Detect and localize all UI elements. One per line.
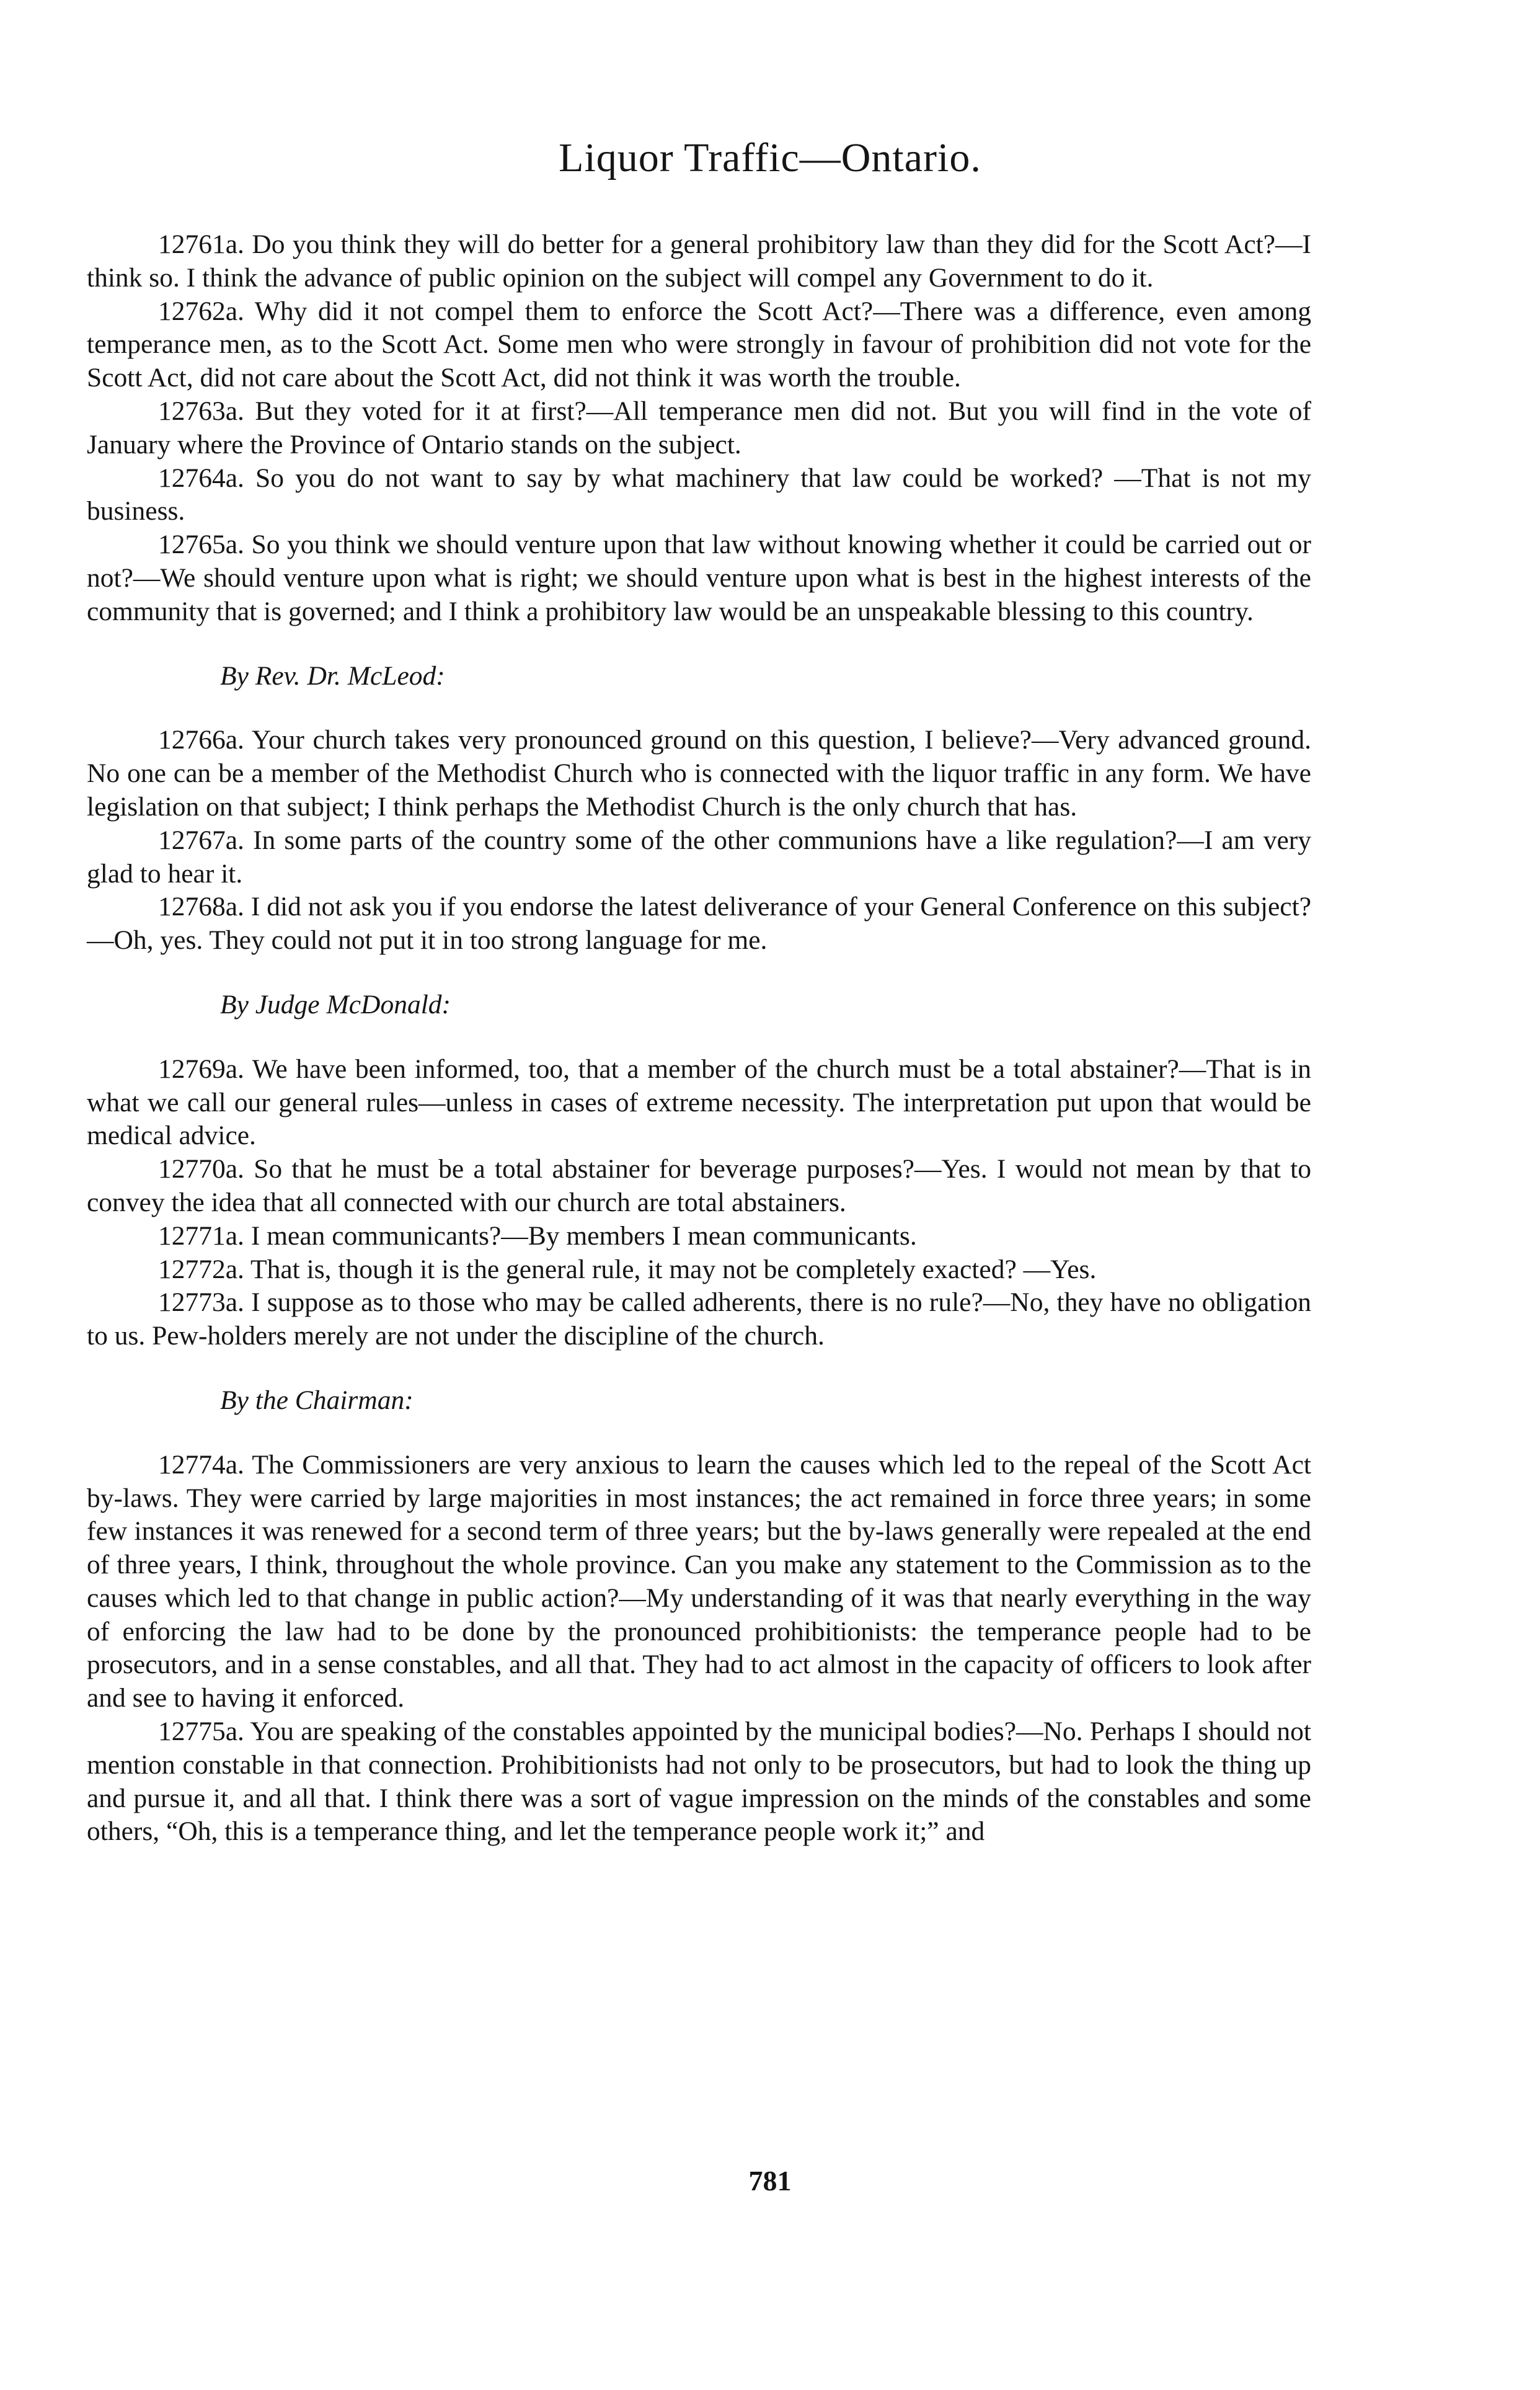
paragraph-12762a — [87, 295, 1311, 395]
paragraph-text: I suppose as to those who may be called adherents, there is no rule?—No, they have no obligation to us. Pew-holders merely are not under the discipline of the church. — [87, 1287, 1312, 1351]
paragraph-12775a — [87, 1715, 1311, 1849]
question-number: 12763a. — [158, 396, 244, 426]
body-text — [87, 228, 1311, 1849]
paragraph-12771a — [87, 1220, 1311, 1253]
page-number: 781 — [748, 2165, 792, 2197]
paragraph-12767a — [87, 824, 1311, 891]
paragraph-12772a — [87, 1253, 1311, 1287]
paragraph-12765a — [87, 528, 1311, 628]
paragraph-text: We have been informed, too, that a member of the church must be a total abstainer?—That is in what we call our general rules—unless in cases of extreme necessity. The interpretation put upon that would be medical advice. — [87, 1054, 1312, 1151]
paragraph-12768a — [87, 891, 1311, 957]
question-number: 12775a. — [158, 1717, 244, 1747]
question-number: 12761a. — [158, 229, 244, 259]
question-number: 12771a. — [158, 1220, 244, 1251]
paragraph-12769a — [87, 1053, 1311, 1153]
speaker-heading-mcdonald: By Judge McDonald: — [220, 989, 451, 1020]
question-number: 12773a. — [158, 1287, 244, 1318]
question-number: 12765a. — [158, 530, 244, 560]
speaker-heading-mcleod: By Rev. Dr. McLeod: — [220, 660, 445, 691]
paragraph-12761a — [87, 228, 1311, 295]
paragraph-12766a — [87, 724, 1311, 824]
paragraph-12774a — [87, 1449, 1311, 1715]
question-number: 12766a. — [158, 725, 244, 755]
speaker-heading-chairman: By the Chairman: — [220, 1385, 414, 1415]
question-number: 12762a. — [158, 296, 244, 326]
paragraph-text: But they voted for it at first?—All temperance men did not. But you will find in the vote of January where the Province of Ontario stands on the subject. — [87, 396, 1311, 460]
paragraph-text: The Commissioners are very anxious to learn the causes which led to the repeal of the Scott Act by-laws. They were carried by large majorities in most instances; the act remained in force three years; in some few instances it was renewed for a second term of three years; but the by-laws generally were repealed at the end of three years, I think, throughout the whole province. Can you make any statement to the Commission as to the causes which led to that change in public action?—My understanding of it was that nearly everything in the way of enforcing the law had to be done by the pronounced prohibitionists: the temperance people had to be prosecutors, and in a sense constables, and all that. They had to act almost in the capacity of officers to look after and see to having it enforced. — [87, 1449, 1311, 1713]
paragraph-12764a — [87, 462, 1311, 529]
page-title: Liquor Traffic—Ontario. — [559, 135, 981, 180]
question-number: 12767a. — [158, 825, 244, 855]
paragraph-text: I did not ask you if you endorse the latest deliverance of your General Conference on this subject?—Oh, yes. They could not put it in too strong language for me. — [87, 892, 1311, 956]
paragraph-12773a — [87, 1286, 1311, 1353]
paragraph-12763a — [87, 395, 1311, 462]
paragraph-text: Your church takes very pronounced ground on this question, I believe?—Very advanced ground. No one can be a member of the Methodist Church who is connected with the liquor traffic in any form. We have legislation on that subject; I think perhaps the Methodist Church is the only church that has. — [87, 725, 1312, 822]
question-number: 12769a. — [158, 1054, 244, 1084]
paragraph-text: That is, though it is the general rule, it may not be completely exacted? —Yes. — [250, 1254, 1097, 1284]
question-number: 12768a. — [158, 892, 244, 922]
question-number: 12772a. — [158, 1254, 244, 1284]
question-number: 12764a. — [158, 463, 244, 493]
paragraph-12770a — [87, 1153, 1311, 1220]
paragraph-text: So you do not want to say by what machinery that law could be worked? —That is not my business. — [87, 463, 1312, 526]
paragraph-text: In some parts of the country some of the other communions have a like regulation?—I am very glad to hear it. — [87, 825, 1311, 889]
question-number: 12774a. — [158, 1449, 244, 1480]
paragraph-text: You are speaking of the constables appointed by the municipal bodies?—No. Perhaps I should not mention constable in that connection. Prohibitionists had not only to be prosecutors, but had to look the thing up and pursue it, and all that. I think there was a sort of vague impression on the minds of the constables and some others, “Oh, this is a temperance thing, and let the temperance people work it;” and — [87, 1717, 1312, 1847]
question-number: 12770a. — [158, 1154, 244, 1184]
paragraph-text: So that he must be a total abstainer for beverage purposes?—Yes. I would not mean by that to convey the idea that all connected with our church are total abstainers. — [87, 1154, 1312, 1217]
paragraph-text: I mean communicants?—By members I mean communicants. — [250, 1220, 917, 1251]
paragraph-text: So you think we should venture upon that law without knowing whether it could be carried out or not?—We should venture upon what is right; we should venture upon what is best in the highest interests of the community that is governed; and I think a prohibitory law would be an unspeakable blessing to this country. — [87, 530, 1311, 626]
paragraph-text: Why did it not compel them to enforce the Scott Act?—There was a difference, even among temperance men, as to the Scott Act. Some men who were strongly in favour of prohibition did not vote for the Scott Act, did not care about the Scott Act, did not think it was worth the trouble. — [87, 296, 1311, 393]
paragraph-text: Do you think they will do better for a general prohibitory law than they did for the Scott Act?—I think so. I think the advance of public opinion on the subject will compel any Government to do it. — [87, 229, 1312, 293]
